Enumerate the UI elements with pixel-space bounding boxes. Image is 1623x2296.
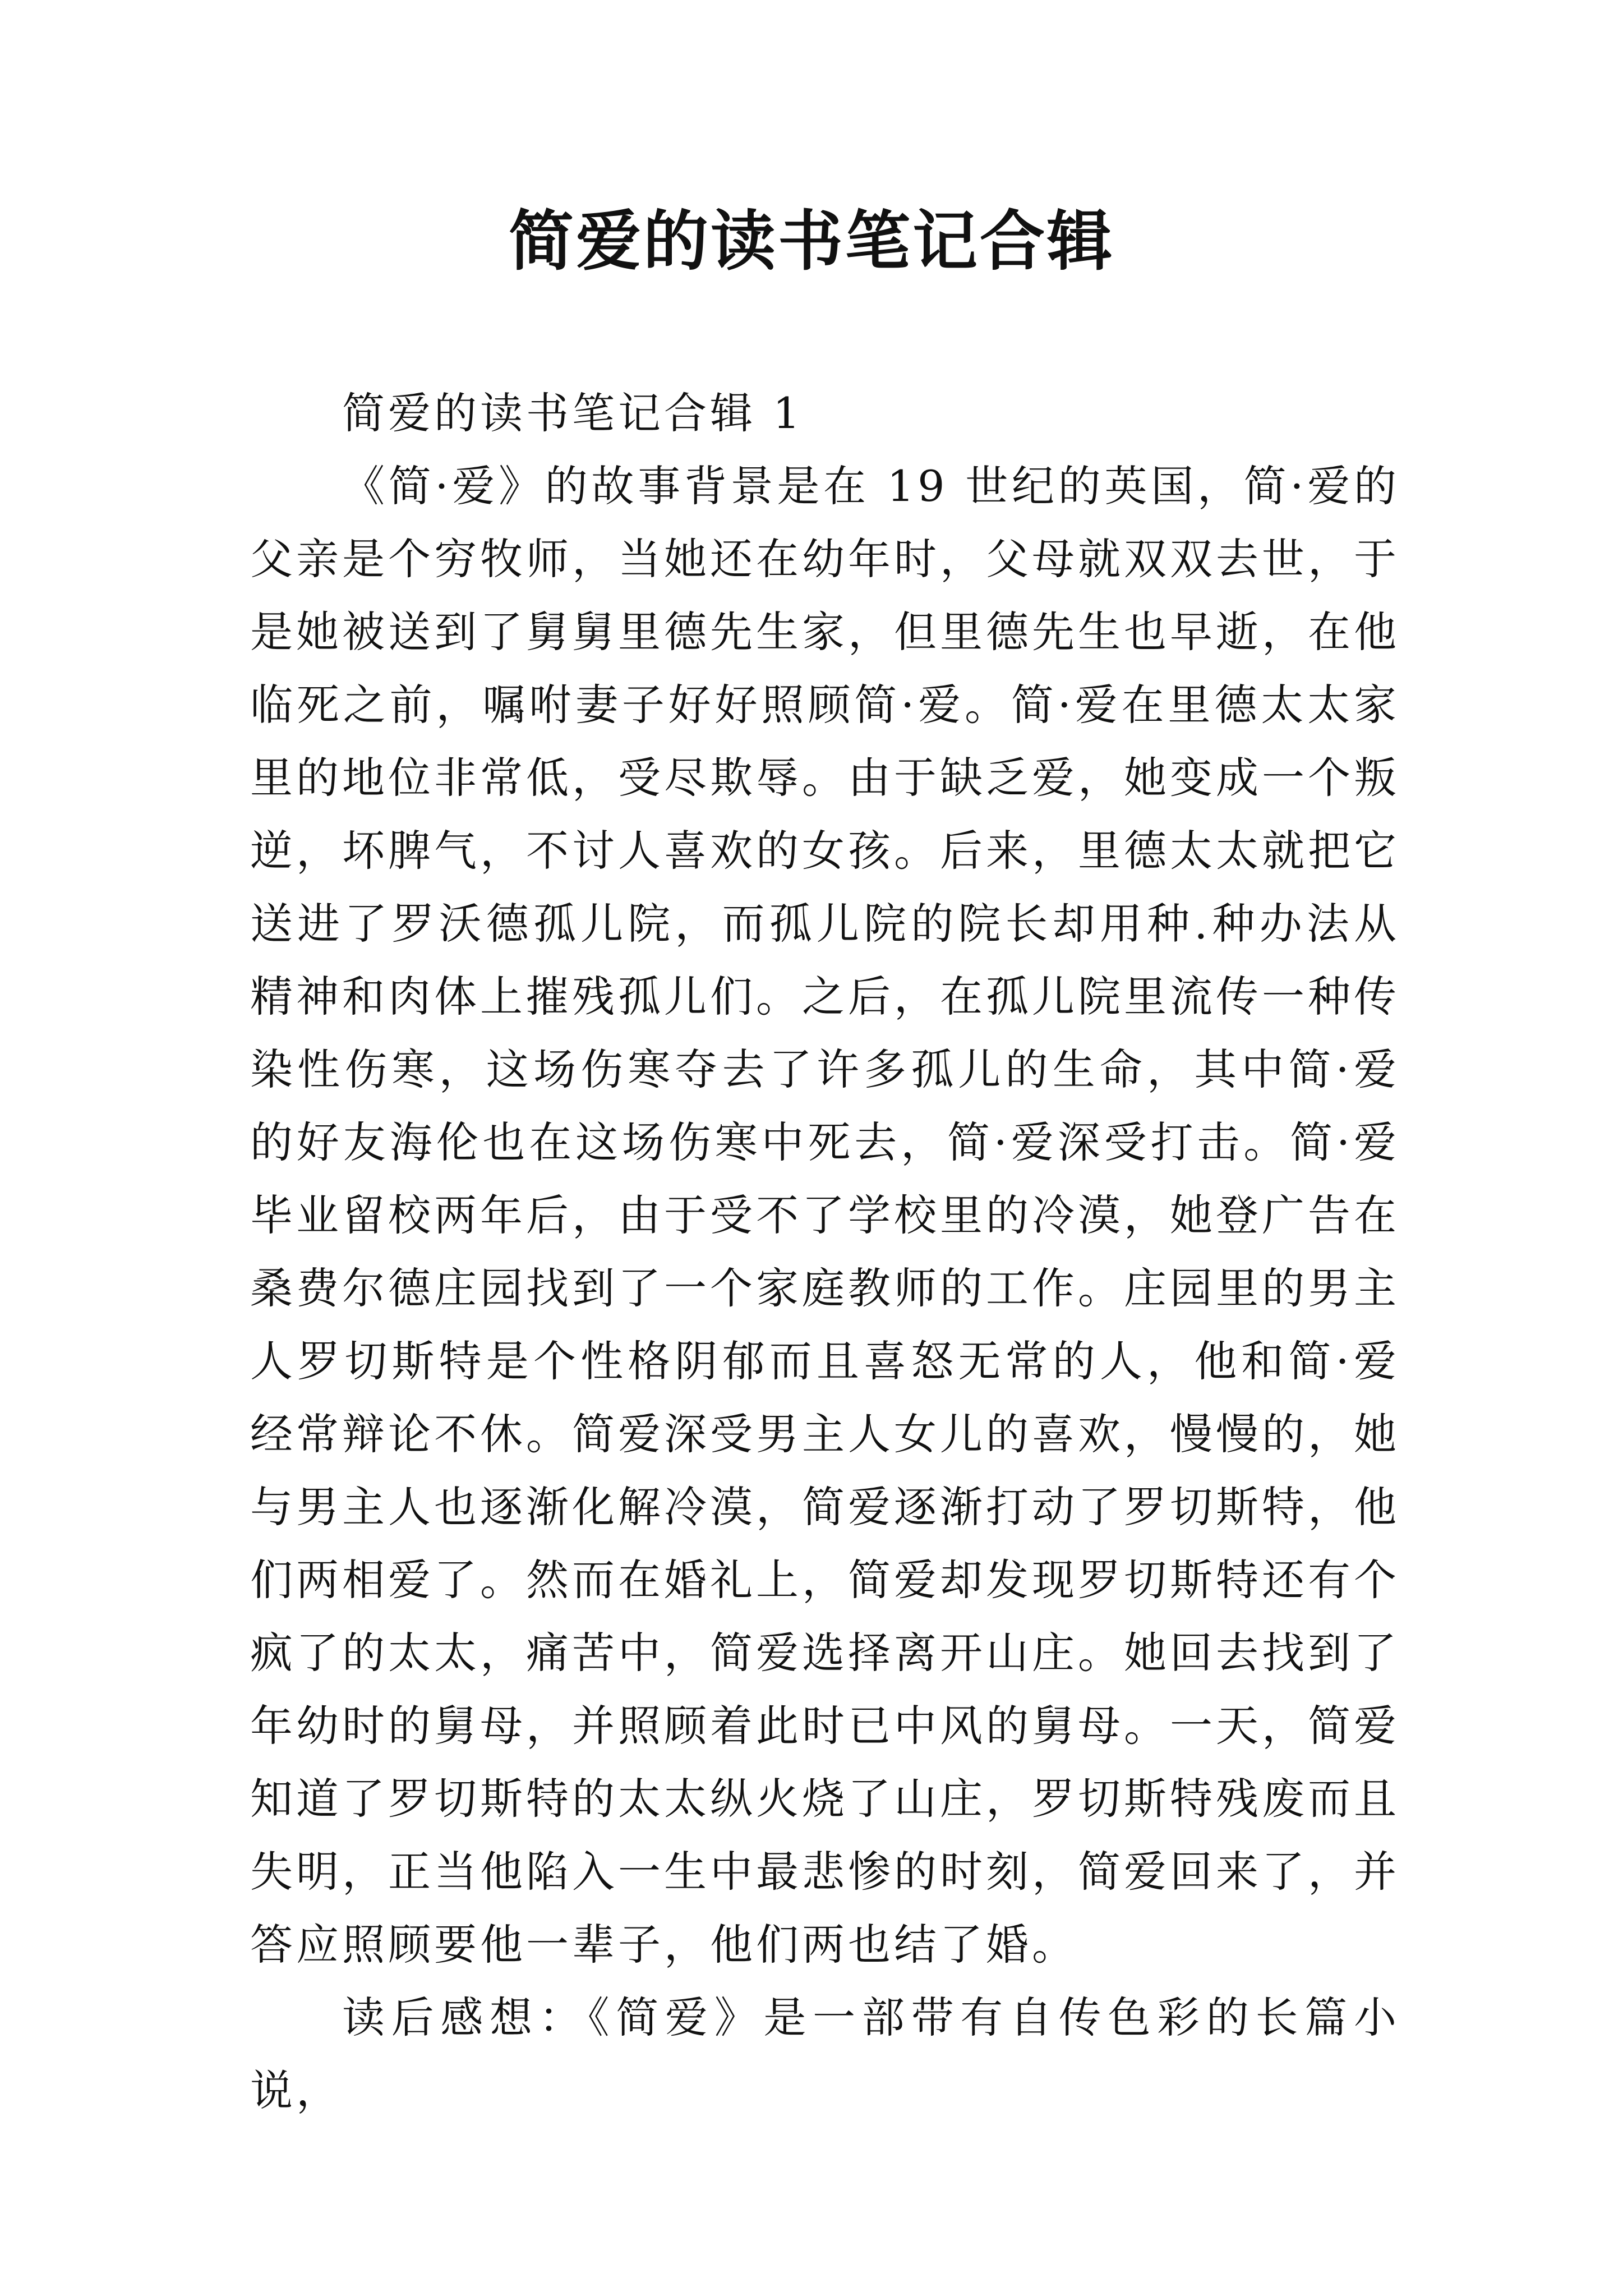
section-heading: 简爱的读书笔记合辑 1 (342, 388, 804, 438)
paragraph-reading-thoughts: 读后感想：《简爱》是一部带有自传色彩的长篇小说， (250, 1993, 1400, 2115)
document-body (250, 377, 1400, 2127)
document-title: 简爱的读书笔记合辑 (509, 203, 1114, 279)
paragraph-story-summary: 《简·爱》的故事背景是在 19 世纪的英国，简·爱的父亲是个穷牧师，当她还在幼年时，父母就双双去世，于是她被送到了舅舅里德先生家，但里德先生也早逝，在他临死之前，嘱咐妻子好好照顾简·爱。简·爱在里德太太家里的地位非常低，受尽欺辱。由于缺乏爱，她变成一个叛逆，坏脾气，不讨人喜欢的女孩。后来，里德太太就把它送进了罗沃德孤儿院，而孤儿院的院长却用种.种办法从精神和肉体上摧残孤儿们。之后，在孤儿院里流传一种传染性伤寒，这场伤寒夺去了许多孤儿的生命，其中简·爱的好友海伦也在这场伤寒中死去，简·爱深受打击。简·爱毕业留校两年后，由于受不了学校里的冷漠，她登广告在桑费尔德庄园找到了一个家庭教师的工作。庄园里的男主人罗切斯特是个性格阴郁而且喜怒无常的人，他和简·爱经常辩论不休。简爱深受男主人女儿的喜欢，慢慢的，她与男主人也逐渐化解冷漠，简爱逐渐打动了罗切斯特，他们两相爱了。然而在婚礼上，简爱却发现罗切斯特还有个疯了的太太，痛苦中，简爱选择离开山庄。她回去找到了年幼时的舅母，并照顾着此时已中风的舅母。一天，简爱知道了罗切斯特的太太纵火烧了山庄，罗切斯特残废而且失明，正当他陷入一生中最悲惨的时刻，简爱回来了，并答应照顾要他一辈子，他们两也结了婚。 (250, 461, 1400, 1970)
